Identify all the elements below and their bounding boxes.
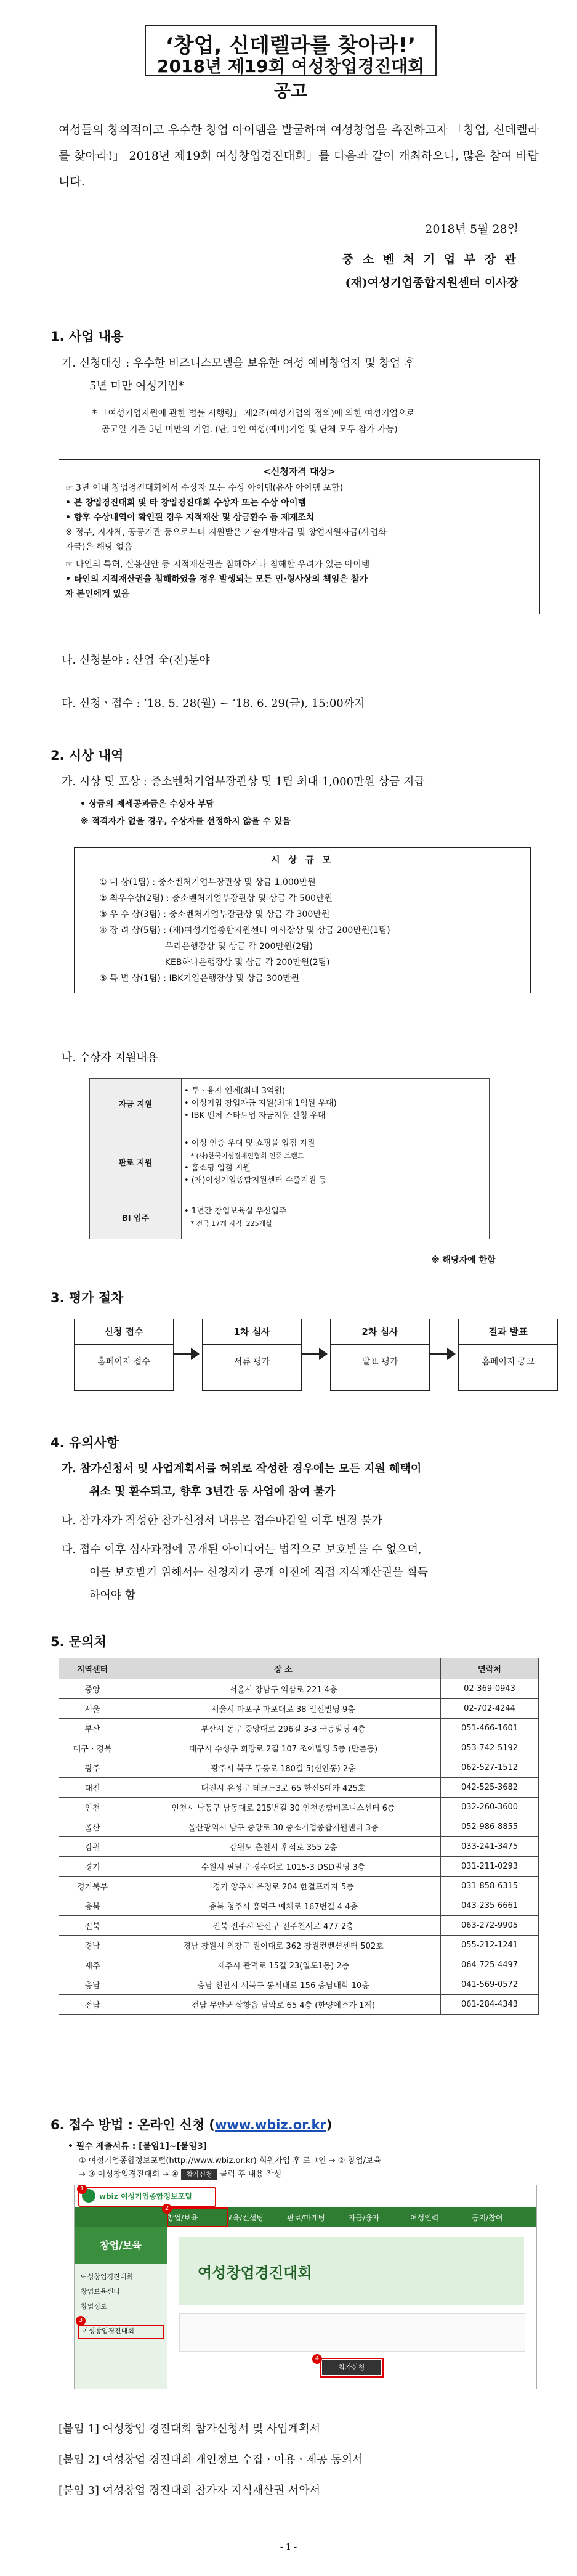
contact-address: 제주시 관덕로 15길 23(일도1동) 2층 [126,1955,441,1975]
support-label: BI 입주 [90,1196,182,1239]
contact-region: 광주 [59,1758,126,1778]
support-item: • 여성기업 창업자금 지원(최대 1억원 우대) [184,1098,337,1108]
award-scale-line: ① 대 상(1팀) : 중소벤처기업부장관상 및 상금 1,000만원 [99,878,316,887]
table-row [59,1778,539,1798]
portal-screenshot [74,2185,537,2389]
page-number: - 1 - [280,2542,297,2552]
wbiz-link[interactable]: www.wbiz.or.kr [215,2117,326,2132]
portal-sidebar [75,2227,167,2389]
portal-topbar [75,2185,536,2208]
contact-address: 경남 창원시 의창구 원이대로 362 창원컨벤션센터 502호 [126,1936,441,1955]
support-item: * 전국 17개 지역, 225개실 [184,1219,272,1228]
flow-step-body: 발표 평가 [361,1357,398,1367]
portal-nav-item[interactable]: 교육/컨설팅 [225,2214,264,2222]
marker-3: 3 [76,2316,86,2326]
contact-region: 충남 [59,1975,126,1995]
flow-step-apply [74,1319,174,1391]
award-scale-line: ⑤ 특 별 상(1팀) : IBK기업은행장상 및 상금 300만원 [99,974,300,984]
support-item: • 1년간 창업보육실 우선입주 [184,1206,287,1216]
contact-address: 서울시 마포구 마포대로 38 일신빌딩 9층 [126,1699,441,1719]
portal-banner [179,2237,524,2305]
portal-nav-item[interactable]: 공지/참여 [472,2214,503,2222]
support-item: • 여성 인증 우대 및 쇼핑몰 입점 지원 [184,1138,315,1148]
period-line: 다. 신청ㆍ접수 : ‘18. 5. 28(월) ~ ‘18. 6. 29(금), 15:00까지 [62,697,365,710]
support-item: • 홈쇼핑 입점 지원 [184,1163,251,1173]
target-note-2: 공고일 기준 5년 미만의 기업. (단, 1인 여성(예비)기업 및 단체 모두 참가 가능) [102,425,398,434]
eligibility-box-title: <신청자격 대상> [263,466,336,477]
contact-phone: 041-569-0572 [441,1975,539,1995]
column-header: 장 소 [126,1658,441,1679]
target-note-1: * 「여성기업지원에 관한 법률 시행령」 제2조(여성기업의 정의)에 의한 여성기업으로 [92,409,415,418]
contact-address: 서울시 강남구 역삼로 221 4층 [126,1679,441,1699]
support-table [89,1078,490,1239]
intro-paragraph: 여성들의 창의적이고 우수한 창업 아이템을 발굴하여 여성창업을 촉진하고자 「창업, 신데렐라를 찾아라!」 2018년 제19회 여성창업경진대회」를 다음과 같이 개최하오니, 많은 참여 바랍니다. [59,123,539,189]
flow-step-title: 1차 심사 [203,1319,301,1345]
table-row [90,1079,490,1128]
flow-step-first-review [202,1319,302,1391]
table-row [59,1995,539,2015]
support-label: 자금 지원 [90,1079,182,1128]
portal-banner-title: 여성창업경진대회 [198,2264,312,2281]
section-6-heading-suffix: ) [326,2117,333,2132]
table-row [59,1916,539,1936]
table-row [59,1877,539,1896]
contact-region: 울산 [59,1817,126,1837]
table-row [90,1128,490,1196]
portal-nav-item[interactable]: 창업/보육 [167,2214,198,2222]
award-note-1: • 상금의 제세공과금은 수상자 부담 [80,799,214,809]
support-item: * (사)한국여성경제인협회 인증 브랜드 [184,1151,304,1160]
award-scale-line: 우리은행장상 및 상금 각 200만원(2팀) [99,942,313,952]
eligibility-line: • 향후 수상내역이 확인된 경우 지적재산 및 상금환수 등 제재조치 [65,513,315,523]
portal-notice-area [179,2313,525,2352]
apply-steps-line-2: → ③ 여성창업경진대회 → ④ [79,2170,179,2179]
support-item: • 투ㆍ융자 연계(최대 3억원) [184,1086,286,1096]
award-scale-line: ③ 우 수 상(3팀) : 중소벤처기업부장관상 및 상금 각 300만원 [99,910,330,919]
contact-region: 대전 [59,1778,126,1798]
table-row [59,1699,539,1719]
flow-arrow-line [302,1353,320,1355]
caution-a-line-1: 가. 참가신청서 및 사업계획서를 허위로 작성한 경우에는 모든 지원 혜택이 [62,1462,422,1475]
eligibility-line: 자금)은 해당 없음 [65,542,133,552]
support-item: • IBK 벤처 스타트업 자금지원 신청 우대 [184,1111,326,1120]
caution-c-line-3: 하여야 함 [89,1589,136,1602]
contact-region: 경기 [59,1857,126,1877]
section-1-heading: 1. 사업 내용 [50,329,124,344]
flow-step-second-review [330,1319,430,1391]
portal-site-name: wbiz 여성기업종합정보포털 [99,2192,192,2201]
table-row [59,1936,539,1955]
eligibility-line: • 타인의 지적재산권을 침해하였을 경우 발생되는 모든 민·형사상의 책임은 참가 [65,574,368,584]
contact-phone: 02-702-4244 [441,1699,539,1719]
contact-address: 강원도 춘천시 후석로 355 2층 [126,1837,441,1857]
issuer-center: (재)여성기업종합지원센터 이사장 [345,276,518,290]
eligibility-line: ☞ 3년 이내 창업경진대회에서 수상자 또는 수상 아이템(유사 아이템 포함) [65,483,344,493]
contact-phone: 051-466-1601 [441,1719,539,1738]
contact-phone: 043-235-6661 [441,1896,539,1916]
table-row [59,1758,539,1778]
attachment-1[interactable]: [붙임 1] 여성창업 경진대회 참가신청서 및 사업계획서 [59,2423,320,2435]
table-row [59,1955,539,1975]
marker-2: 2 [162,2204,172,2214]
flow-step-body: 서류 평가 [233,1357,270,1367]
table-row [59,1719,539,1738]
caution-c-line-2: 이를 보호받기 위해서는 신청자가 공개 이전에 직접 지식재산권을 획득 [89,1566,429,1579]
portal-sidebar-title: 창업/보육 [75,2227,167,2264]
contact-address: 수원시 팔달구 경수대로 1015-3 DSD빌딩 3층 [126,1857,441,1877]
contact-phone: 061-284-4343 [441,1995,539,2015]
marker-1: 1 [77,2185,87,2194]
contact-region: 대구ㆍ경북 [59,1738,126,1758]
table-row [59,1896,539,1916]
section-4-heading: 4. 유의사항 [50,1435,119,1450]
eligibility-line: • 본 창업경진대회 및 타 창업경진대회 수상자 또는 수상 아이템 [65,498,306,508]
column-header: 연락처 [441,1658,539,1679]
contact-address: 광주시 북구 무등로 180길 5(신안동) 2층 [126,1758,441,1778]
contact-region: 서울 [59,1699,126,1719]
contact-region: 전남 [59,1995,126,2015]
section-5-heading: 5. 문의처 [50,1634,107,1649]
award-note-2: ※ 적격자가 없을 경우, 수상자를 선정하지 않을 수 있음 [80,817,291,826]
flow-arrow-line [174,1353,192,1355]
award-scale-box [74,847,531,993]
contact-phone: 031-858-6315 [441,1877,539,1896]
support-item: • (재)여성기업종합지원센터 수출지원 등 [184,1175,327,1185]
contact-address: 대전시 유성구 테크노3로 65 한신S메카 425호 [126,1778,441,1798]
flow-step-body: 홈페이지 접수 [97,1357,150,1367]
marker-4: 4 [312,2354,322,2364]
award-scale-title: 시 상 규 모 [271,854,334,865]
flow-arrow-line [430,1353,448,1355]
marker-box-2 [167,2207,228,2227]
contact-phone: 02-369-0943 [441,1679,539,1699]
target-line-1: 가. 신청대상 : 우수한 비즈니스모델을 보유한 여성 예비창업자 및 창업 후 [62,357,415,370]
flow-arrow-icon [191,1348,200,1360]
contact-phone: 042-525-3682 [441,1778,539,1798]
contact-phone: 062-527-1512 [441,1758,539,1778]
notice-date: 2018년 5월 28일 [425,222,518,236]
contact-address: 전남 무안군 삼향읍 남악로 65 4층 (한양에스가 1제) [126,1995,441,2015]
contact-region: 전북 [59,1916,126,1936]
portal-nav-item[interactable]: 여성인력 [410,2214,439,2222]
contact-phone: 032-260-3600 [441,1798,539,1817]
support-note: ※ 해당자에 한함 [431,1255,496,1265]
contact-address: 충북 청주시 흥덕구 예체로 167번길 4 4층 [126,1896,441,1916]
flow-step-title: 2차 심사 [331,1319,429,1345]
contact-region: 인천 [59,1798,126,1817]
flow-arrow-icon [447,1348,456,1360]
contact-region: 충북 [59,1896,126,1916]
target-line-2: 5년 미만 여성기업* [89,380,184,393]
attachment-3[interactable]: [붙임 3] 여성창업 경진대회 참가자 지식재산권 서약서 [59,2484,320,2497]
table-row [59,1817,539,1837]
apply-steps [74,2156,536,2180]
table-row [59,1837,539,1857]
eligibility-line: 자 본인에게 있음 [65,589,130,599]
portal-main [167,2227,536,2389]
flow-step-body: 홈페이지 공고 [482,1357,535,1367]
apply-button-sample: 참가신청 [181,2169,217,2180]
award-scale-line: ④ 장 려 상(5팀) : (재)여성기업종합지원센터 이사장상 및 상금 200만원(1팀) [99,926,390,935]
flow-arrow-icon [319,1348,328,1360]
flow-step-result [458,1319,558,1391]
contact-address: 전북 전주시 완산구 전주천서로 477 2층 [126,1916,441,1936]
contact-phone: 055-212-1241 [441,1936,539,1955]
column-header: 지역센터 [59,1658,126,1679]
apply-steps-line-1: ① 여성기업종합정보포털(http://www.wbiz.or.kr) 회원가입 후 로그인 → ② 창업/보육 [79,2156,382,2166]
flow-step-title: 신청 접수 [75,1319,173,1345]
portal-sidebar-item[interactable]: 여성창업경진대회 [82,2327,135,2335]
field-line: 나. 신청분야 : 산업 全(전)분야 [62,654,210,667]
table-header-row [59,1658,539,1679]
attachment-2[interactable]: [붙임 2] 여성창업 경진대회 개인정보 수집ㆍ이용ㆍ제공 동의서 [59,2453,363,2466]
award-line: 가. 시상 및 포상 : 중소벤처기업부장관상 및 1팀 최대 1,000만원 상금 지급 [62,775,425,788]
contact-region: 경기북부 [59,1877,126,1896]
issuer-minister: 중 소 벤 처 기 업 부 장 관 [342,253,518,266]
portal-apply-button[interactable]: 참가신청 [322,2360,381,2375]
contact-phone: 063-272-9905 [441,1916,539,1936]
award-scale-line: ② 최우수상(2팀) : 중소벤처기업부장관상 및 상금 각 500만원 [99,894,333,903]
contact-phone: 031-211-0293 [441,1857,539,1877]
table-row [59,1857,539,1877]
caution-b-line: 나. 참가자가 작성한 참가신청서 내용은 접수마감일 이후 변경 불가 [62,1514,382,1527]
title-line-2: 2018년 제19회 여성창업경진대회 공고 [157,56,424,101]
contact-phone: 033-241-3475 [441,1837,539,1857]
section-6-heading [50,2115,332,2134]
contact-phone: 064-725-4497 [441,1955,539,1975]
contact-region: 경남 [59,1936,126,1955]
eligibility-line: ※ 정부, 지자체, 공공기관 등으로부터 지원받은 기술개발자금 및 창업지원자금(사업화 [65,528,387,537]
title-box [145,25,437,101]
contact-address: 충남 천안시 서북구 동서대로 156 충남대학 10층 [126,1975,441,1995]
table-row [59,1798,539,1817]
portal-nav-item[interactable]: 자금/융자 [349,2214,380,2222]
required-docs-note: • 필수 제출서류 : [붙임1]~[붙임3] [68,2142,208,2151]
support-heading: 나. 수상자 지원내용 [62,1051,158,1064]
flow-step-title: 결과 발표 [459,1319,557,1345]
marker-box-1 [78,2187,216,2207]
contact-address: 인천시 남동구 남동대로 215번길 30 인천종합비즈니스센터 6층 [126,1798,441,1817]
portal-sidebar-item[interactable]: 창업보육센터 [81,2288,120,2296]
contact-address: 경기 양주시 옥정로 204 한결프라자 5층 [126,1877,441,1896]
title-line-1: ‘창업, 신데렐라를 찾아라!’ [165,33,416,58]
section-6-heading-prefix: 6. 접수 방법 : 온라인 신청 ( [50,2117,216,2132]
section-2-heading: 2. 시상 내역 [50,748,124,763]
caution-a-line-2: 취소 및 환수되고, 향후 3년간 동 사업에 참여 불가 [89,1485,336,1498]
contact-address: 울산광역시 남구 중앙로 30 중소기업종합지원센터 3층 [126,1817,441,1837]
section-3-heading: 3. 평가 절차 [50,1290,124,1305]
support-label: 판로 지원 [90,1128,182,1196]
caution-c-line-1: 다. 접수 이후 심사과정에 공개된 아이디어는 법적으로 보호받을 수 없으며, [62,1543,422,1556]
contact-phone: 052-986-8855 [441,1817,539,1837]
portal-sidebar-item[interactable]: 여성창업경진대회 [81,2273,134,2281]
portal-sidebar-item[interactable]: 창업정보 [81,2302,107,2310]
table-row [59,1679,539,1699]
table-row [59,1975,539,1995]
eligibility-line: ☞ 타인의 특허, 실용신안 등 지적재산권을 침해하거나 침해할 우려가 있는 아이템 [65,560,370,569]
portal-nav-item[interactable]: 판로/마케팅 [287,2214,326,2222]
contact-address: 대구시 수성구 희망로 2길 107 조이빌딩 5층 (만촌동) [126,1738,441,1758]
contact-region: 강원 [59,1837,126,1857]
contact-table [59,1658,539,2015]
portal-nav [75,2207,536,2227]
contact-region: 중앙 [59,1679,126,1699]
table-row [90,1196,490,1239]
award-scale-line: KEB하나은행장상 및 상금 각 200만원(2팀) [99,958,330,968]
table-row [59,1738,539,1758]
contact-address: 부산시 동구 중앙대로 296길 3-3 국동빌딩 4층 [126,1719,441,1738]
apply-steps-line-3: 클릭 후 내용 작성 [219,2170,282,2179]
eligibility-box [59,459,540,614]
contact-phone: 053-742-5192 [441,1738,539,1758]
contact-region: 제주 [59,1955,126,1975]
contact-region: 부산 [59,1719,126,1738]
